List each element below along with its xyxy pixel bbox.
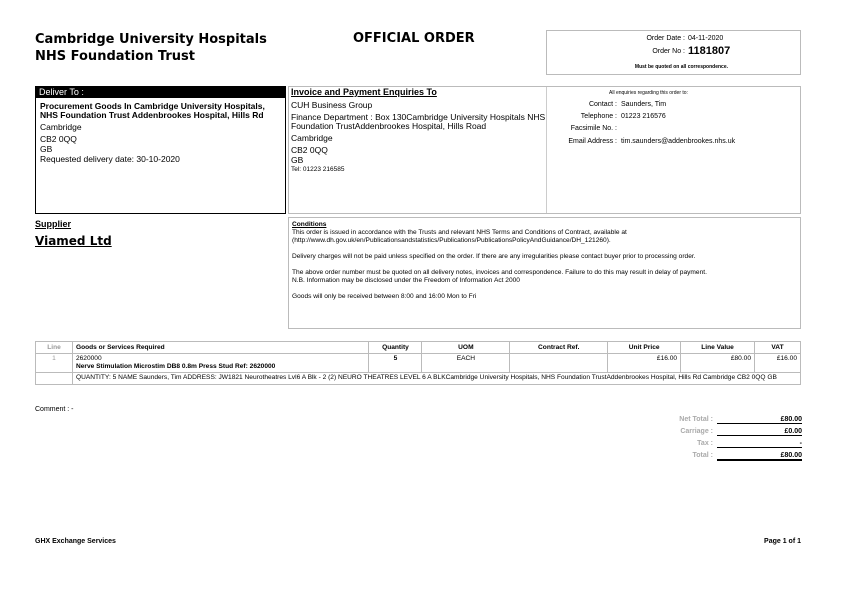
tax-value: -: [717, 440, 802, 448]
col-uom: UOM: [422, 342, 510, 354]
conditions-receiving-hours: Goods will only be received between 8:00 and 16:00 Mon to Fri: [292, 293, 477, 300]
row-contract: [510, 354, 608, 373]
supplier-name: Viamed Ltd: [35, 234, 112, 248]
contact-label: Contact :: [588, 101, 617, 108]
carriage-label: Carriage :: [680, 428, 713, 435]
telephone-label: Telephone :: [580, 113, 617, 120]
col-quantity: Quantity: [369, 342, 422, 354]
enquiries-note: All enquiries regarding this order to:: [609, 90, 688, 96]
row-line-value: £80.00: [681, 354, 755, 373]
conditions-delivery: Delivery charges will not be paid unless specified on the order. If there are any irregularities please contact buyer prior to processing order.: [292, 253, 696, 260]
tax-label: Tax :: [697, 440, 713, 447]
order-info-box: [546, 30, 801, 75]
table-row-detail: [36, 373, 801, 385]
conditions-order-number: The above order number must be quoted on all delivery notes, invoices and correspondence. Failure to do this may result in delay of payment.: [292, 269, 707, 276]
conditions-terms: This order is issued in accordance with the Trusts and relevant NHS Terms and Conditions of Contract, available at (http://www.dh.gov.uk/en/Publicationsandstatistics/Publications/PublicationsPolicyAndGuidance/DH_121260).: [292, 229, 627, 244]
total-label: Total :: [692, 452, 713, 459]
col-contract: Contract Ref.: [510, 342, 608, 354]
order-no-label: Order No :: [652, 48, 685, 55]
requested-delivery-date: Requested delivery date: 30-10-2020: [40, 154, 180, 164]
order-date-label: Order Date :: [646, 35, 685, 42]
table-row: [36, 354, 801, 373]
deliver-to-heading: Deliver To :: [36, 87, 285, 98]
row-unit-price: £16.00: [608, 354, 681, 373]
conditions-title: Conditions: [292, 221, 327, 228]
order-no-value: 1181807: [688, 45, 731, 57]
org-line-2: NHS Foundation Trust: [35, 49, 195, 64]
deliver-postcode: CB2 0QQ: [40, 134, 77, 144]
row-description: Nerve Stimulation Microstim DB8 0.8m Press Stud Ref: 2620000: [75, 363, 276, 370]
deliver-address: Procurement Goods In Cambridge University Hospitals, NHS Foundation Trust Addenbrookes Hospital, Hills Rd: [40, 101, 265, 120]
carriage-value: £0.00: [717, 428, 802, 436]
col-line: Line: [36, 342, 73, 354]
row-vat: £16.00: [755, 354, 801, 373]
email-value[interactable]: tim.saunders@addenbrookes.nhs.uk: [621, 138, 736, 145]
deliver-city: Cambridge: [40, 122, 82, 132]
table-header-row: [36, 342, 801, 354]
invoice-divider: [546, 87, 547, 213]
footer-provider: GHX Exchange Services: [35, 538, 116, 545]
supplier-label: Supplier: [35, 219, 72, 229]
page-number: Page 1 of 1: [764, 538, 801, 545]
fax-label: Facsimile No. :: [570, 125, 617, 132]
line-items-table: [35, 341, 801, 385]
deliver-to-box: [35, 86, 286, 214]
conditions-foi: N.B. Information may be disclosed under the Freedom of Information Act 2000: [292, 277, 520, 284]
invoice-name: CUH Business Group: [291, 100, 373, 110]
row-quantity: 5: [369, 354, 422, 373]
invoice-postcode: CB2 0QQ: [291, 145, 328, 155]
row-code: 2620000: [75, 355, 102, 362]
telephone-value: 01223 216576: [621, 113, 666, 120]
net-total-label: Net Total :: [679, 416, 713, 423]
col-line-value: Line Value: [681, 342, 755, 354]
order-date-value: 04-11-2020: [688, 35, 724, 42]
deliver-country: GB: [40, 144, 53, 154]
row-delivery-detail: QUANTITY: 5 NAME Saunders, Tim ADDRESS: JW1821 Neurotheatres Lvl6 A Blk - 2 (2) NEURO THEATRES LEVEL 6 A BLKCambridge University Hospitals, NHS Foundation TrustAddenbrookes Hospital, Hills Rd Cambridge CB2 0QQ GB: [72, 373, 800, 385]
org-line-1: Cambridge University Hospitals: [35, 32, 267, 47]
total-value: £80.00: [717, 452, 802, 461]
row-line: 1: [36, 354, 73, 373]
totals-block: [640, 416, 802, 461]
contact-value: Saunders, Tim: [621, 101, 667, 108]
comment: Comment : -: [35, 406, 74, 413]
col-goods: Goods or Services Required: [72, 342, 369, 354]
invoice-heading: Invoice and Payment Enquiries To: [291, 87, 437, 97]
conditions-box: [288, 217, 801, 329]
order-no-note: Must be quoted on all correspondence.: [634, 64, 728, 70]
invoice-dept: Finance Department : Box 130Cambridge University Hospitals NHS Foundation TrustAddenbrookes Hospital, Hills Road: [291, 112, 546, 131]
col-unit-price: Unit Price: [608, 342, 681, 354]
net-total-value: £80.00: [717, 416, 802, 424]
row-uom: EACH: [422, 354, 510, 373]
organisation-name: [35, 31, 267, 65]
invoice-tel: Tel: 01223 216585: [291, 166, 345, 173]
invoice-box: [288, 86, 801, 214]
invoice-country: GB: [291, 155, 304, 165]
email-label: Email Address :: [568, 138, 617, 145]
invoice-city: Cambridge: [291, 133, 333, 143]
document-title: OFFICIAL ORDER: [353, 31, 475, 46]
col-vat: VAT: [755, 342, 801, 354]
